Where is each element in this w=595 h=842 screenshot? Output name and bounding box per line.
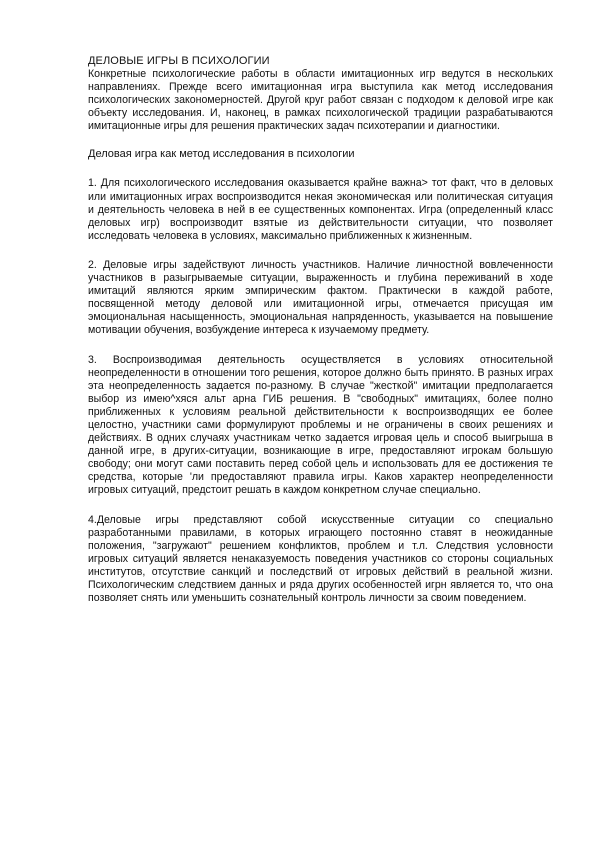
numbered-paragraph-2: 2. Деловые игры задействуют личность участников. Наличие личностной вовлеченности участников в разыгрываемые ситуации, выраженность и глубина переживаний в ходе имитаций являются ярким эмпирическим фактом. Практически в каждой работе, посвященной методу деловой или имитационной игры, отмечается присущая им эмоциональная насыщенность, эмоциональная напряденность, указывается на повышение мотивации обучения, возбуждение интереса к изучаемому предмету. (88, 258, 553, 337)
numbered-paragraph-3: 3. Воспроизводимая деятельность осуществляется в условиях относительной неопределенности в отношении того решения, которое должно быть принято. В разных играх эта неопределенность задается по-разному. В случае "жесткой" имитации предполагается выбор из имею^хяся альт арна ГИБ решения. В "свободных" имитациях, более полно приближенных к условиям реальной действительности к воспроизводящих ее более целостно, участники сами формулируют проблемы и не ограничены в своих решениях и действиях. В одних случаях участникам четко задается игровая цель и способ выигрыша в данной игре, в других-ситуации, возникающие в игре, предоставляют игрокам большую свободу; они могут сами поставить перед собой цель и использовать для ее достижения те средства, которые 'ли предоставляют правила игры. Каков характер неопределенности игровых ситуаций, предстоит решать в каждом конкретном случае специально. (88, 353, 553, 497)
intro-paragraph: Конкретные психологические работы в области имитационных игр ведутся в нескольких направлениях. Прежде всего имитационная игра выступила как метод исследования психологических закономерностей. Другой круг работ связан с подходом к деловой игре как объекту исследования. И, наконец, в рамках психологической традиции разрабатываются имитационные игры для решения практических задач психотерапии и диагностики. (88, 68, 553, 133)
numbered-paragraph-4: 4.Деловые игры представляют собой искусственные ситуации со специально разработанными правилами, в которых играющего постоянно ставят в неожиданные положения, "загружают" решением конфликтов, проблем и т.л. Следствия условности игровых ситуаций является ненаказуемость поведения участников со стороны социальных институтов, отсутствие санкций и последствий от игровых действий в реальной жизни. Психологическим следствием данных и ряда других особенностей игрн является то, что она позволяет снять или уменьшить сознательный контроль личности за своим поведением. (88, 513, 553, 605)
numbered-paragraph-1: 1. Для психологического исследования оказывается крайне важна> тот факт, что в деловых или имитационных играх воспроизводится некая экономическая или политическая ситуация и деятельность человека в ней в ее существенных компонентах. Игра (определенный класс деловых игр) воспроизводит взятые из действительности ситуации, что позволяет исследовать человека в условиях, максимально приближенных к жизненным. (88, 177, 553, 242)
document-body (88, 55, 553, 605)
document-title: ДЕЛОВЫЕ ИГРЫ В ПСИХОЛОГИИ (88, 55, 270, 67)
section-heading: Деловая игра как метод исследования в психологии (88, 148, 355, 161)
